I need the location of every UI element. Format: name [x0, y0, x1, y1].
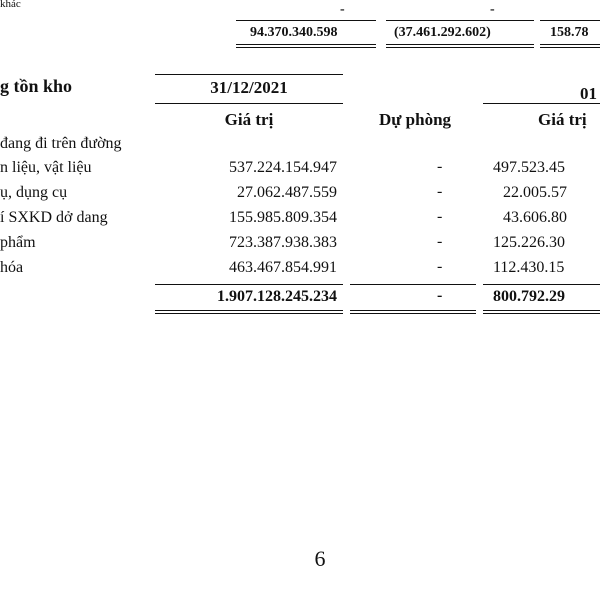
total-double-rule-value-a	[155, 310, 343, 311]
top-double-rule-3a	[540, 44, 600, 45]
page-number: 6	[314, 546, 326, 571]
period-current-rule	[155, 74, 343, 75]
top-double-rule-2a	[386, 44, 534, 45]
top-rule-2	[386, 20, 534, 21]
col-header-provision: Dự phòng	[378, 110, 452, 129]
period-prior: 01	[580, 84, 597, 103]
row-label: n liệu, vật liệu	[0, 159, 92, 176]
section-heading: g tồn kho	[0, 76, 73, 96]
period-current-underline	[155, 103, 343, 104]
row-value: 723.387.938.383	[229, 234, 337, 251]
total-rule-prior	[483, 284, 600, 285]
row-label: ụ, dụng cụ	[0, 184, 68, 201]
total-double-rule-value-b	[155, 313, 343, 314]
top-dash-1: -	[340, 2, 345, 17]
period-prior-underline	[483, 103, 600, 104]
total-double-rule-prior-b	[483, 313, 600, 314]
row-provision: -	[437, 208, 443, 225]
row-prior: 43.606.80	[503, 209, 567, 226]
top-total-1: 94.370.340.598	[250, 25, 338, 40]
row-value: 463.467.854.991	[229, 259, 337, 276]
top-double-rule-1b	[236, 47, 376, 48]
top-total-3: 158.78	[550, 25, 589, 40]
top-double-rule-2b	[386, 47, 534, 48]
row-label: hóa	[0, 259, 24, 276]
top-double-rule-1a	[236, 44, 376, 45]
period-current: 31/12/2021	[210, 78, 288, 97]
top-rule-3	[540, 20, 600, 21]
col-header-value-prior: Giá trị	[538, 110, 587, 129]
row-provision: -	[437, 158, 443, 175]
row-provision: -	[437, 183, 443, 200]
row-prior: 112.430.15	[493, 259, 565, 276]
total-double-rule-prior-a	[483, 310, 600, 311]
row-value: 155.985.809.354	[229, 209, 337, 226]
row-provision: -	[437, 258, 443, 275]
row-value: 537.224.154.947	[229, 159, 337, 176]
row-provision: -	[437, 233, 443, 250]
row-value: 27.062.487.559	[237, 184, 337, 201]
row-prior: 497.523.45	[493, 159, 565, 176]
total-prior: 800.792.29	[493, 288, 565, 305]
row-label: đang đi trên đường	[0, 135, 122, 152]
col-header-value: Giá trị	[224, 110, 274, 129]
total-value: 1.907.128.245.234	[217, 288, 337, 305]
total-rule-value	[155, 284, 343, 285]
total-provision: -	[437, 287, 443, 304]
top-double-rule-3b	[540, 47, 600, 48]
top-dash-2: -	[490, 2, 495, 17]
row-label: phẩm	[0, 234, 36, 251]
total-double-rule-provision-a	[350, 310, 476, 311]
top-rule-1	[236, 20, 376, 21]
row-prior: 125.226.30	[493, 234, 565, 251]
top-label-fragment: khác	[0, 0, 21, 10]
total-double-rule-provision-b	[350, 313, 476, 314]
row-prior: 22.005.57	[503, 184, 567, 201]
total-rule-provision	[350, 284, 476, 285]
top-total-2: (37.461.292.602)	[394, 25, 491, 40]
row-label: í SXKD dở dang	[0, 209, 108, 226]
